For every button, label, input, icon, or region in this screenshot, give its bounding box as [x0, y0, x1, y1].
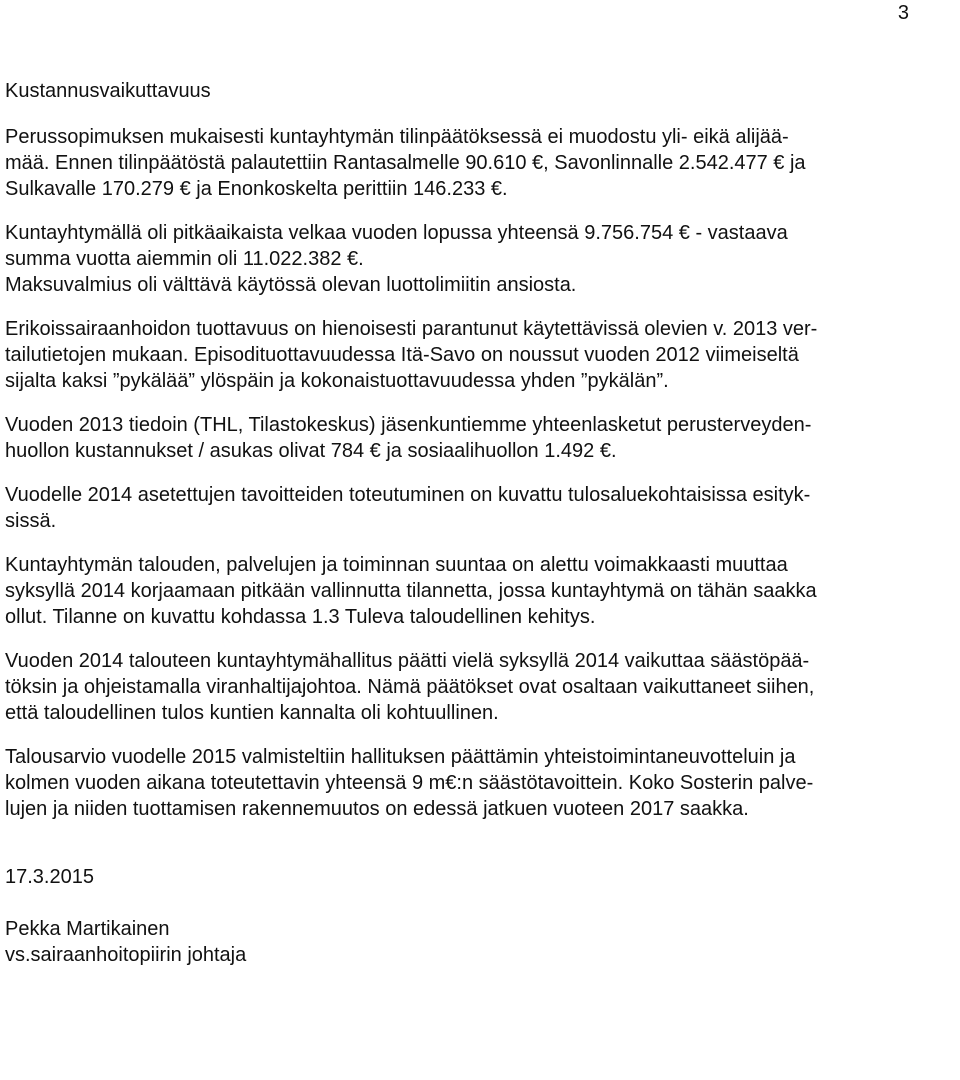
paragraph-line: kolmen vuoden aikana toteutettavin yhteensä 9 m€:n säästötavoittein. Koko Sosterin palve- — [5, 772, 814, 794]
paragraph-direction — [5, 552, 955, 630]
paragraph-line: tailutietojen mukaan. Episodituottavuudessa Itä-Savo on noussut vuoden 2012 viimeiseltä — [5, 344, 799, 366]
paragraph-surplus — [5, 124, 955, 202]
document-body — [5, 78, 955, 968]
page-number: 3 — [897, 2, 909, 24]
paragraph-line: Vuodelle 2014 asetettujen tavoitteiden toteutuminen on kuvattu tulosaluekohtaisissa esityk- — [5, 484, 811, 506]
paragraph-line: Vuoden 2013 tiedoin (THL, Tilastokeskus) jäsenkuntiemme yhteenlasketut perusterveyden- — [5, 414, 812, 436]
signature-block — [5, 916, 955, 968]
paragraph-line: Sulkavalle 170.279 € ja Enonkoskelta perittiin 146.233 €. — [5, 178, 508, 200]
paragraph-costs — [5, 412, 955, 464]
paragraph-line: Kuntayhtymän talouden, palvelujen ja toiminnan suuntaa on alettu voimakkaasti muuttaa — [5, 554, 788, 576]
paragraph-line: syksyllä 2014 korjaamaan pitkään vallinnutta tilannetta, jossa kuntayhtymä on tähän saakka — [5, 580, 817, 602]
paragraph-line: mää. Ennen tilinpäätöstä palautettiin Rantasalmelle 90.610 €, Savonlinnalle 2.542.477 € ja — [5, 152, 806, 174]
signer-title: vs.sairaanhoitopiirin johtaja — [5, 944, 247, 966]
paragraph-line: ollut. Tilanne on kuvattu kohdassa 1.3 Tuleva taloudellinen kehitys. — [5, 606, 596, 628]
paragraph-line: Perussopimuksen mukaisesti kuntayhtymän tilinpäätöksessä ei muodostu yli- eikä alijää- — [5, 126, 789, 148]
paragraph-savings-decisions — [5, 648, 955, 726]
paragraph-productivity — [5, 316, 955, 394]
paragraph-line: että taloudellinen tulos kuntien kannalta oli kohtuullinen. — [5, 702, 499, 724]
paragraph-line: sissä. — [5, 510, 57, 532]
paragraph-line: Maksuvalmius oli välttävä käytössä olevan luottolimiitin ansiosta. — [5, 274, 577, 296]
paragraph-line: Kuntayhtymällä oli pitkäaikaista velkaa vuoden lopussa yhteensä 9.756.754 € - vastaava — [5, 222, 788, 244]
section-heading: Kustannusvaikuttavuus — [5, 80, 211, 102]
paragraph-line: lujen ja niiden tuottamisen rakennemuutos on edessä jatkuen vuoteen 2017 saakka. — [5, 798, 749, 820]
signer-name: Pekka Martikainen — [5, 918, 170, 940]
document-date: 17.3.2015 — [5, 866, 94, 888]
paragraph-line: Talousarvio vuodelle 2015 valmisteltiin hallituksen päättämin yhteistoimintaneuvotteluin ja — [5, 746, 796, 768]
paragraph-line: summa vuotta aiemmin oli 11.022.382 €. — [5, 248, 364, 270]
paragraph-budget-2015 — [5, 744, 955, 822]
paragraph-line: huollon kustannukset / asukas olivat 784 € ja sosiaalihuollon 1.492 €. — [5, 440, 617, 462]
paragraph-line: Erikoissairaanhoidon tuottavuus on hienoisesti parantunut käytettävissä olevien v. 2013 ver- — [5, 318, 818, 340]
paragraph-line: Vuoden 2014 talouteen kuntayhtymähallitus päätti vielä syksyllä 2014 vaikuttaa säästöpää- — [5, 650, 810, 672]
paragraph-goals — [5, 482, 955, 534]
paragraph-debt — [5, 220, 955, 298]
paragraph-line: töksin ja ohjeistamalla viranhaltijajohtoa. Nämä päätökset ovat osaltaan vaikuttaneet siihen, — [5, 676, 815, 698]
paragraph-line: sijalta kaksi ”pykälää” ylöspäin ja kokonaistuottavuudessa yhden ”pykälän”. — [5, 370, 669, 392]
